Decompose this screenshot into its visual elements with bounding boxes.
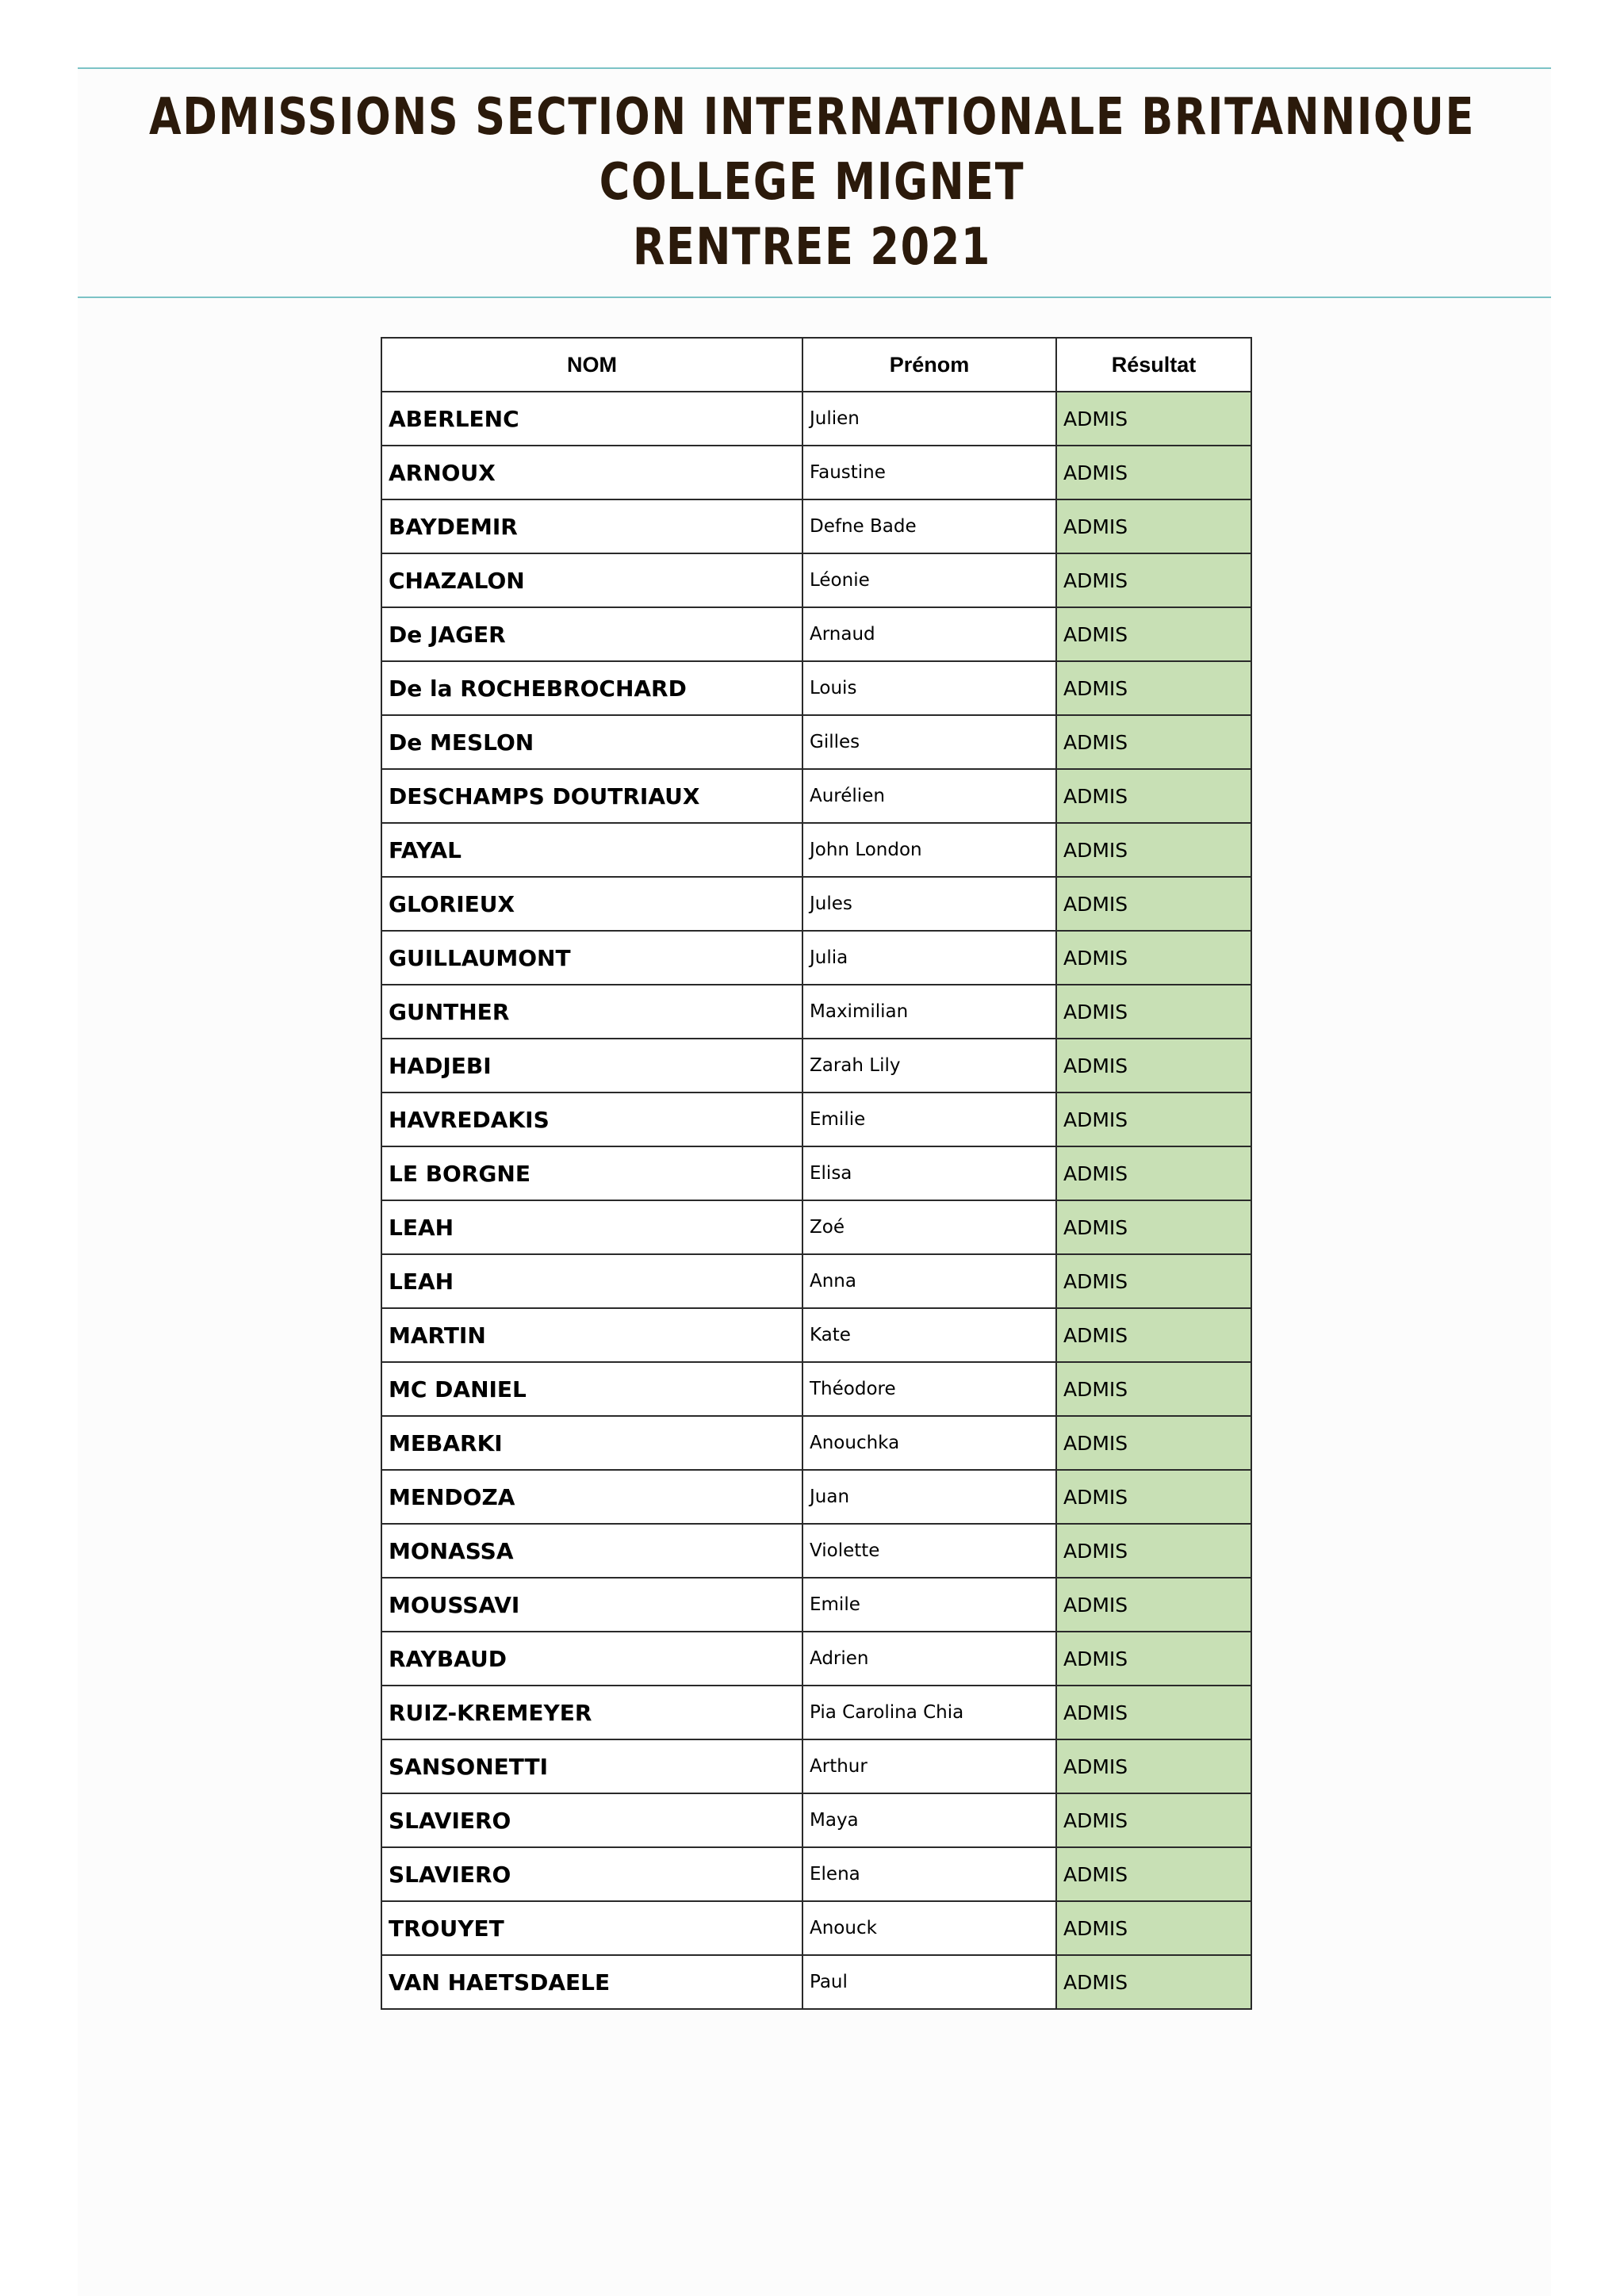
cell-prenom: Julien (802, 392, 1056, 446)
cell-prenom: Anna (802, 1254, 1056, 1308)
cell-nom: MENDOZA (381, 1470, 802, 1524)
cell-resultat: ADMIS (1056, 985, 1251, 1039)
cell-prenom: Violette (802, 1524, 1056, 1578)
cell-prenom: Emile (802, 1578, 1056, 1632)
cell-prenom: Juan (802, 1470, 1056, 1524)
cell-nom: LE BORGNE (381, 1146, 802, 1200)
column-header-resultat: Résultat (1056, 338, 1251, 392)
cell-resultat: ADMIS (1056, 607, 1251, 661)
table-row (381, 1200, 1251, 1254)
table-row (381, 1254, 1251, 1308)
table-row (381, 769, 1251, 823)
cell-resultat: ADMIS (1056, 769, 1251, 823)
cell-nom: RUIZ-KREMEYER (381, 1686, 802, 1739)
table-header-row (381, 338, 1251, 392)
table-row (381, 1739, 1251, 1793)
cell-prenom: John London (802, 823, 1056, 877)
cell-nom: MONASSA (381, 1524, 802, 1578)
document-title-line-1: ADMISSIONS SECTION INTERNATIONALE BRITANNIQUE (148, 88, 1476, 147)
cell-prenom: Louis (802, 661, 1056, 715)
table-row (381, 1039, 1251, 1093)
cell-resultat: ADMIS (1056, 499, 1251, 553)
table-row (381, 1093, 1251, 1146)
cell-resultat: ADMIS (1056, 1632, 1251, 1686)
cell-resultat: ADMIS (1056, 392, 1251, 446)
cell-nom: LEAH (381, 1254, 802, 1308)
cell-nom: FAYAL (381, 823, 802, 877)
cell-resultat: ADMIS (1056, 877, 1251, 931)
cell-resultat: ADMIS (1056, 1308, 1251, 1362)
table-body (381, 392, 1251, 2009)
cell-nom: MC DANIEL (381, 1362, 802, 1416)
cell-resultat: ADMIS (1056, 1955, 1251, 2009)
cell-resultat: ADMIS (1056, 553, 1251, 607)
cell-prenom: Anouck (802, 1901, 1056, 1955)
cell-nom: HAVREDAKIS (381, 1093, 802, 1146)
table-row (381, 1686, 1251, 1739)
cell-prenom: Emilie (802, 1093, 1056, 1146)
cell-prenom: Théodore (802, 1362, 1056, 1416)
cell-nom: SLAVIERO (381, 1793, 802, 1847)
cell-resultat: ADMIS (1056, 1578, 1251, 1632)
cell-resultat: ADMIS (1056, 1362, 1251, 1416)
cell-resultat: ADMIS (1056, 1901, 1251, 1955)
table-row (381, 607, 1251, 661)
cell-resultat: ADMIS (1056, 1254, 1251, 1308)
cell-nom: DESCHAMPS DOUTRIAUX (381, 769, 802, 823)
cell-resultat: ADMIS (1056, 715, 1251, 769)
table-row (381, 1578, 1251, 1632)
cell-prenom: Anouchka (802, 1416, 1056, 1470)
admissions-table (381, 337, 1252, 2010)
cell-resultat: ADMIS (1056, 1470, 1251, 1524)
table-row (381, 1847, 1251, 1901)
table-row (381, 1793, 1251, 1847)
cell-nom: ARNOUX (381, 446, 802, 499)
cell-resultat: ADMIS (1056, 1793, 1251, 1847)
cell-nom: BAYDEMIR (381, 499, 802, 553)
cell-resultat: ADMIS (1056, 1146, 1251, 1200)
cell-prenom: Julia (802, 931, 1056, 985)
cell-prenom: Maximilian (802, 985, 1056, 1039)
column-header-nom: NOM (381, 338, 802, 392)
table-row (381, 446, 1251, 499)
cell-resultat: ADMIS (1056, 1039, 1251, 1093)
table-row (381, 1470, 1251, 1524)
table-row (381, 1632, 1251, 1686)
table-row (381, 715, 1251, 769)
cell-nom: De JAGER (381, 607, 802, 661)
cell-prenom: Faustine (802, 446, 1056, 499)
cell-prenom: Adrien (802, 1632, 1056, 1686)
cell-prenom: Léonie (802, 553, 1056, 607)
cell-nom: MEBARKI (381, 1416, 802, 1470)
cell-resultat: ADMIS (1056, 1847, 1251, 1901)
cell-nom: MARTIN (381, 1308, 802, 1362)
cell-nom: De MESLON (381, 715, 802, 769)
cell-nom: HADJEBI (381, 1039, 802, 1093)
cell-prenom: Elisa (802, 1146, 1056, 1200)
header-top-rule (78, 67, 1551, 69)
cell-prenom: Jules (802, 877, 1056, 931)
cell-prenom: Defne Bade (802, 499, 1056, 553)
cell-resultat: ADMIS (1056, 1416, 1251, 1470)
cell-resultat: ADMIS (1056, 823, 1251, 877)
cell-prenom: Gilles (802, 715, 1056, 769)
table-row (381, 1146, 1251, 1200)
cell-nom: TROUYET (381, 1901, 802, 1955)
table-row (381, 823, 1251, 877)
cell-resultat: ADMIS (1056, 446, 1251, 499)
cell-nom: GUNTHER (381, 985, 802, 1039)
cell-prenom: Kate (802, 1308, 1056, 1362)
cell-nom: ABERLENC (381, 392, 802, 446)
cell-resultat: ADMIS (1056, 1686, 1251, 1739)
cell-resultat: ADMIS (1056, 1093, 1251, 1146)
table-row (381, 661, 1251, 715)
table-row (381, 1362, 1251, 1416)
cell-prenom: Arnaud (802, 607, 1056, 661)
cell-prenom: Zarah Lily (802, 1039, 1056, 1093)
cell-prenom: Paul (802, 1955, 1056, 2009)
cell-prenom: Arthur (802, 1739, 1056, 1793)
cell-resultat: ADMIS (1056, 1200, 1251, 1254)
table-row (381, 1901, 1251, 1955)
table-row (381, 985, 1251, 1039)
cell-nom: MOUSSAVI (381, 1578, 802, 1632)
table-row (381, 1416, 1251, 1470)
cell-resultat: ADMIS (1056, 1524, 1251, 1578)
cell-prenom: Maya (802, 1793, 1056, 1847)
cell-nom: RAYBAUD (381, 1632, 802, 1686)
table-row (381, 499, 1251, 553)
cell-nom: LEAH (381, 1200, 802, 1254)
cell-nom: SANSONETTI (381, 1739, 802, 1793)
cell-nom: GUILLAUMONT (381, 931, 802, 985)
cell-nom: De la ROCHEBROCHARD (381, 661, 802, 715)
cell-prenom: Aurélien (802, 769, 1056, 823)
cell-resultat: ADMIS (1056, 1739, 1251, 1793)
header-bottom-rule (78, 297, 1551, 298)
column-header-prenom: Prénom (802, 338, 1056, 392)
table-row (381, 877, 1251, 931)
cell-resultat: ADMIS (1056, 661, 1251, 715)
cell-prenom: Pia Carolina Chia (802, 1686, 1056, 1739)
table-row (381, 553, 1251, 607)
document-title-line-2: COLLEGE MIGNET (599, 153, 1025, 212)
cell-nom: CHAZALON (381, 553, 802, 607)
table-row (381, 392, 1251, 446)
cell-nom: VAN HAETSDAELE (381, 1955, 802, 2009)
table-row (381, 1308, 1251, 1362)
table-row (381, 931, 1251, 985)
cell-nom: GLORIEUX (381, 877, 802, 931)
table-row (381, 1524, 1251, 1578)
cell-resultat: ADMIS (1056, 931, 1251, 985)
cell-nom: SLAVIERO (381, 1847, 802, 1901)
table-row (381, 1955, 1251, 2009)
cell-prenom: Elena (802, 1847, 1056, 1901)
cell-prenom: Zoé (802, 1200, 1056, 1254)
document-title-line-3: RENTREE 2021 (632, 218, 992, 277)
